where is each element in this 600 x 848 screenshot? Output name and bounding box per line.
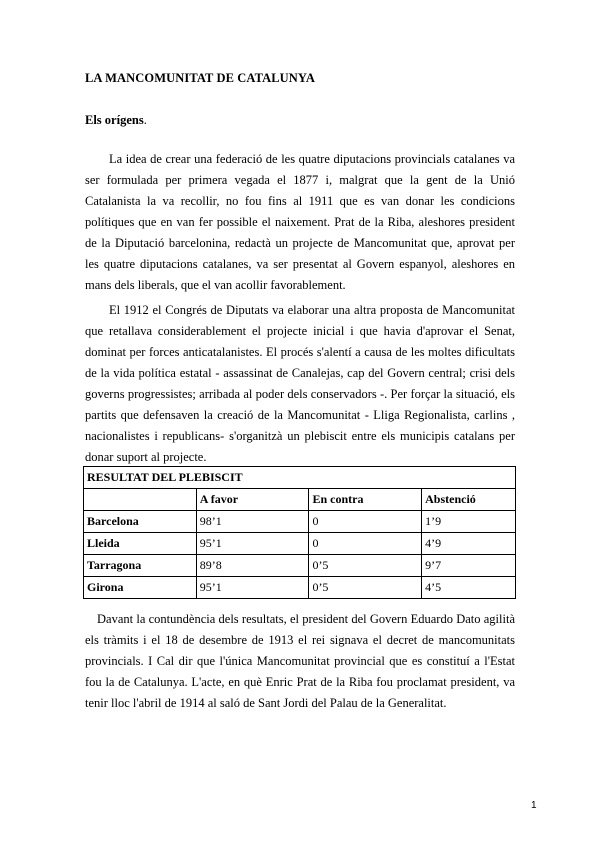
table-row-label: Lleida (84, 533, 197, 555)
section-heading-text: Els orígens (85, 113, 144, 127)
table-cell: 0’5 (309, 555, 422, 577)
paragraph-results: Davant la contundència dels resultats, el president del Govern Eduardo Dato agilità els tràmits i el 18 de desembre de 1913 el rei signava el decret de mancomunitats provincials. I Cal dir que l'única Mancomunitat provincial que es constituí a l'Estat fou la de Catalunya. L'acte, en què Enric Prat de la Riba fou proclamat president, va tenir lloc l'abril de 1914 al saló de Sant Jordi del Palau de la Generalitat. (85, 612, 515, 710)
table-header-cell: Abstenció (422, 489, 516, 511)
section-heading (85, 113, 147, 128)
table-cell: 9’7 (422, 555, 516, 577)
table-row (84, 577, 516, 599)
table-cell: 0 (309, 533, 422, 555)
paragraph-origins-2: El 1912 el Congrés de Diputats va elaborar una altra proposta de Mancomunitat que retallava considerablement el projecte inicial i que havia d'aprovar el Senat, dominat per forces anticatalanistes. El procés s'alentí a causa de les moltes dificultats de la vida política estatal - assassinat de Canalejas, cap del Govern central; crisi dels governs progressistes; arribada al poder dels conservadors -. Per forçar la situació, els partits que defensaven la creació de la Mancomunitat - Lliga Regionalista, carlins , nacionalistes i republicans- s'organitzà un plebiscit entre els municipis catalans per donar suport al projecte. (85, 303, 515, 464)
table-cell: 89’8 (196, 555, 309, 577)
table-caption-row (84, 467, 516, 489)
table-cell: 95’1 (196, 533, 309, 555)
table-header-cell: En contra (309, 489, 422, 511)
table-header-cell (84, 489, 197, 511)
table-header-cell: A favor (196, 489, 309, 511)
table-row-label: Tarragona (84, 555, 197, 577)
table-cell: 98’1 (196, 511, 309, 533)
table-row (84, 511, 516, 533)
page-number: 1 (531, 800, 537, 811)
table-cell: 95’1 (196, 577, 309, 599)
table-cell: 1’9 (422, 511, 516, 533)
table-row (84, 555, 516, 577)
table-header-row (84, 489, 516, 511)
paragraph-origins-1: La idea de crear una federació de les quatre diputacions provincials catalanes va ser formulada per primera vegada el 1877 i, malgrat que la gent de la Unió Catalanista la va recollir, no fou fins al 1911 que es van donar les condicions polítiques que en van fer possible el naixement. Prat de la Riba, aleshores president de la Diputació barcelonina, redactà un projecte de Mancomunitat que, aprovat per les quatre diputacions catalanes, va ser presentat al Govern espanyol, aleshores en mans dels liberals, que el van acollir favorablement. (85, 152, 515, 292)
table-cell: 4’5 (422, 577, 516, 599)
table-caption: RESULTAT DEL PLEBISCIT (84, 467, 516, 489)
plebiscite-results-table (83, 466, 516, 599)
table-cell: 4’9 (422, 533, 516, 555)
table-row-label: Girona (84, 577, 197, 599)
section-heading-suffix: . (143, 113, 147, 127)
table-cell: 0’5 (309, 577, 422, 599)
document-title: LA MANCOMUNITAT DE CATALUNYA (85, 71, 316, 85)
table-row (84, 533, 516, 555)
table-cell: 0 (309, 511, 422, 533)
table-row-label: Barcelona (84, 511, 197, 533)
